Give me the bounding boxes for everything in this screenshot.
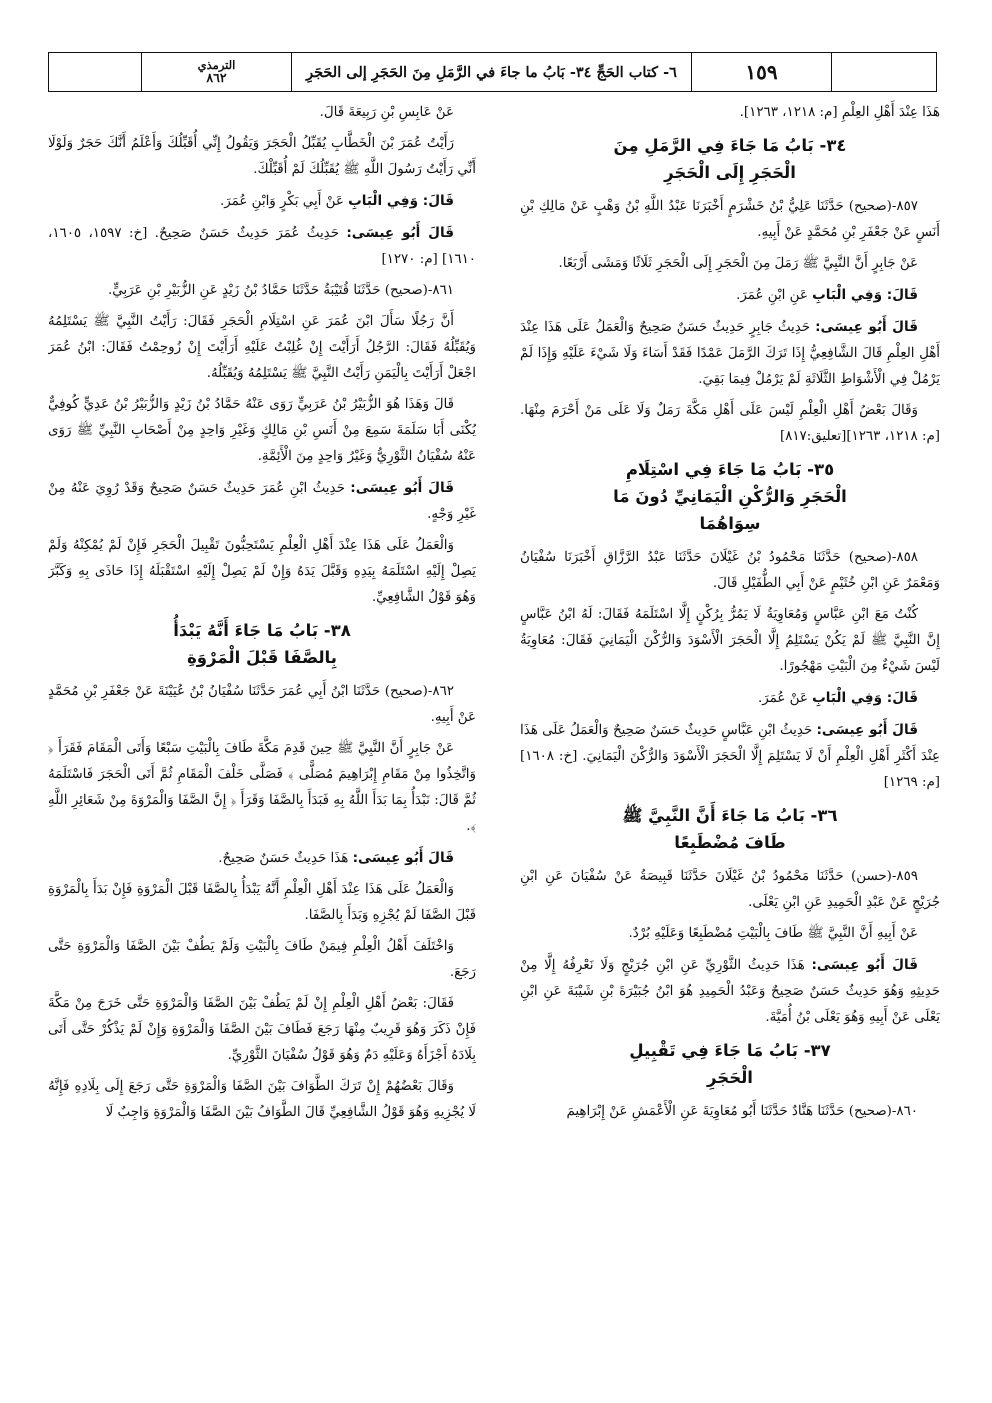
note-label: قَالَ: وَفِي الْبَابِ (812, 287, 918, 303)
reference-source: الترمذي (197, 58, 236, 73)
note-label: قَالَ أَبُو عِيسَى: (346, 225, 454, 241)
heading-line: ٣٦- بَابُ مَا جَاءَ أَنَّ النَّبِيَّ ﷺ (622, 806, 838, 825)
paragraph: عَنْ عَابِسِ بْنِ رَبِيعَةَ قَالَ. (319, 105, 454, 120)
section-note (520, 282, 940, 309)
heading-line: ٣٨- بَابُ مَا جَاءَ أَنَّهُ يَبْدَأُ (173, 621, 351, 640)
section-note (48, 845, 476, 872)
chapter-heading-38 (48, 617, 476, 671)
header-blank-left (49, 53, 141, 91)
note-text: عَنْ عُمَرَ. (758, 691, 813, 706)
note-label: قَالَ: وَفِي الْبَابِ (348, 193, 454, 209)
reference-number: ٨٦٢ (206, 70, 227, 86)
heading-line: ٣٤- بَابُ مَا جَاءَ فِي الرَّمَلِ مِنَ (613, 136, 847, 155)
paragraph: قَالَ وَهَذَا هُوَ الزُّبَيْرُ بْنُ عَرَبِيٍّ رَوَى عَنْهُ حَمَّادُ بْنُ زَيْدٍ وَالزُّبَيْرُ بْنُ عَدِيٍّ كُوفِيٌّ يُكْنَى أَبَا سَلَمَةَ سَمِعَ مِنْ أَنَسِ بْنِ مَالِكٍ وَغَيْرِ وَاحِدٍ مِنْ أَصْحَابِ النَّبِيِّ ﷺ رَوَى عَنْهُ سُفْيَانُ الثَّوْرِيُّ وَغَيْرُ وَاحِدٍ مِنَ الْأَئِمَّةِ. (48, 397, 476, 464)
note-text: حَدِيثُ عُمَرَ حَدِيثٌ حَسَنٌ صَحِيحٌ. [خ: ١٥٩٧، ١٦٠٥، ١٦١٠] [م: ١٢٧٠] (48, 226, 476, 267)
heading-line: الْحَجَرِ إِلَى الْحَجَرِ (664, 163, 796, 182)
chapter-heading-35 (520, 456, 940, 537)
note-text: عَنِ ابْنِ عُمَرَ. (736, 288, 813, 303)
note-label: قَالَ: وَفِي الْبَابِ (812, 690, 918, 706)
hadith-matn: كُنْتُ مَعَ ابْنِ عَبَّاسٍ وَمُعَاوِيَةُ لَا يَمُرُّ بِرُكْنٍ إِلَّا اسْتَلَمَهُ فَقَالَ: لَهُ ابْنُ عَبَّاسٍ إِنَّ النَّبِيَّ ﷺ لَمْ يَكُنْ يَسْتَلِمُ إِلَّا الْحَجَرَ الْأَسْوَدَ وَالرُّكْنَ الْيَمَانِيَ فَقَالَ: مُعَاوِيَةُ لَيْسَ شَيْءٌ مِنَ الْبَيْتِ مَهْجُورًا. (520, 607, 940, 674)
hadith-matn: رَأَيْتُ عُمَرَ بْنَ الْخَطَّابِ يُقَبِّلُ الْحَجَرَ وَيَقُولُ إِنِّي أُقَبِّلُكَ وَأَعْلَمُ أَنَّكَ حَجَرٌ وَلَوْلَا أَنِّي رَأَيْتُ رَسُولَ اللَّهِ ﷺ يُقَبِّلُكَ لَمْ أُقَبِّلْكَ. (48, 136, 476, 177)
hadith-reference (141, 53, 291, 91)
running-title: ٦- كتاب الحَجِّ ٣٤- بَابُ ما جاءَ في الرَّمَلِ مِنَ الحَجَرِ إلى الحَجَرِ (291, 53, 691, 91)
heading-line: ٣٥- بَابُ مَا جَاءَ فِي اسْتِلَامِ (625, 460, 835, 479)
section-note (48, 475, 476, 528)
heading-line: بِالصَّفَا قَبْلَ الْمَرْوَةِ (187, 648, 337, 667)
heading-line: الْحَجَرِ وَالرُّكْنِ الْيَمَانِيِّ دُونَ مَا (613, 487, 847, 506)
heading-line: طَافَ مُضْطَبِعًا (674, 833, 786, 852)
page-number: ١٥٩ (691, 53, 831, 91)
hadith-matn: عَنْ أَبِيهِ أَنَّ النَّبِيَّ ﷺ طَافَ بِالْبَيْتِ مُضْطَبِعًا وَعَلَيْهِ بُرْدٌ. (628, 926, 918, 941)
hadith-isnad: ٨٦٢-(صحيح) حَدَّثَنَا ابْنُ أَبِي عُمَرَ حَدَّثَنَا سُفْيَانُ بْنُ عُيَيْنَةَ عَنْ جَعْفَرِ بْنِ مُحَمَّدٍ عَنْ أَبِيهِ. (48, 684, 476, 725)
left-column (48, 100, 476, 1375)
hadith-isnad: ٨٦١-(صحيح) حَدَّثَنَا قُتَيْبَةُ حَدَّثَنَا حَمَّادُ بْنُ زَيْدٍ عَنِ الزُّبَيْرِ بْنِ عَرَبِيٍّ. (107, 283, 454, 298)
paragraph: وَالْعَمَلُ عَلَى هَذَا عِنْدَ أَهْلِ الْعِلْمِ أَنَّهُ يَبْدَأُ بِالصَّفَا قَبْلَ الْمَرْوَةِ فَإِنْ بَدَأَ بِالْمَرْوَةِ قَبْلَ الصَّفَا لَمْ يُجْزِهِ وَبَدَأَ بِالصَّفَا. (48, 882, 476, 923)
note-text: عَنْ أَبِي بَكْرٍ وَابْنِ عُمَرَ. (220, 194, 349, 209)
hadith-isnad: ٨٦٠-(صحيح) حَدَّثَنَا هَنَّادٌ حَدَّثَنَا أَبُو مُعَاوِيَةَ عَنِ الْأَعْمَشِ عَنْ إِبْرَاهِيمَ (566, 1104, 918, 1119)
running-header (48, 52, 937, 92)
hadith-isnad: ٨٥٧-(صحيح) حَدَّثَنَا عَلِيُّ بْنُ خَشْرَمٍ أَخْبَرَنَا عَبْدُ اللَّهِ بْنُ وَهْبٍ عَنْ مَالِكِ بْنِ أَنَسٍ عَنْ جَعْفَرِ بْنِ مُحَمَّدٍ عَنْ أَبِيهِ. (520, 199, 940, 240)
note-label: قَالَ أَبُو عِيسَى: (811, 957, 918, 973)
section-note (48, 220, 476, 273)
note-text: هَذَا حَدِيثٌ حَسَنٌ صَحِيحٌ. (218, 851, 353, 866)
note-text: حَدِيثُ جَابِرٍ حَدِيثٌ حَسَنٌ صَحِيحٌ وَالْعَمَلُ عَلَى هَذَا عِنْدَ أَهْلِ العِلْمِ قَالَ الشَّافِعِيُّ إِذَا تَرَكَ الرَّمَلَ عَمْدًا فَقَدْ أَسَاءَ وَلَا شَيْءَ عَلَيْهِ وَإِذَا لَمْ يَرْمُلْ فِي الْأَشْوَاطِ الثَّلَاثَةِ لَمْ يَرْمُلْ فِيمَا بَقِيَ. (520, 320, 940, 387)
chapter-heading-37 (520, 1037, 940, 1091)
note-text: هَذَا حَدِيثُ الثَّوْرِيِّ عَنِ ابْنِ جُرَيْجٍ وَلَا نَعْرِفُهُ إِلَّا مِنْ حَدِيثِهِ وَهُوَ حَدِيثٌ حَسَنٌ صَحِيحٌ وَعَبْدُ الْحَمِيدِ هُوَ ابْنُ جُبَيْرَةَ بْنِ شَيْبَةَ عَنِ ابْنِ يَعْلَى عَنْ أَبِيهِ وَهُوَ يَعْلَى بْنُ أُمَيَّةَ. (520, 958, 940, 1025)
section-note (48, 188, 476, 215)
note-label: قَالَ أَبُو عِيسَى: (816, 722, 918, 738)
paragraph: وَقَالَ بَعْضُ أَهْلِ الْعِلْمِ لَيْسَ عَلَى أَهْلِ مَكَّةَ رَمَلٌ وَلَا عَلَى مَنْ أَحْرَمَ مِنْهَا. [م: ١٢١٨، ١٢٦٣][تعليق:٨١٧] (520, 403, 940, 444)
note-label: قَالَ أَبُو عِيسَى: (815, 319, 918, 335)
hadith-isnad: ٨٥٨-(صحيح) حَدَّثَنَا مَحْمُودُ بْنُ غَيْلَانَ حَدَّثَنَا عَبْدُ الرَّزَّاقِ أَخْبَرَنَا سُفْيَانُ وَمَعْمَرٌ عَنِ ابْنِ خُثَيْمٍ عَنْ أَبِي الطُّفَيْلِ قَالَ. (520, 550, 940, 591)
note-text: حَدِيثُ ابْنِ عُمَرَ حَدِيثٌ حَسَنٌ صَحِيحٌ وَقَدْ رُوِيَ عَنْهُ مِنْ غَيْرِ وَجْهٍ. (48, 481, 476, 522)
note-text: حَدِيثُ ابْنِ عَبَّاسٍ حَدِيثٌ حَسَنٌ صَحِيحٌ وَالْعَمَلُ عَلَى هَذَا عِنْدَ أَكْثَرِ أَهْلِ الْعِلْمِ أَنْ لَا يَسْتَلِمَ إِلَّا الْحَجَرَ الْأَسْوَدَ وَالرُّكْنَ الْيَمَانِيَ. [خ: ١٦٠٨] [م: ١٢٦٩] (520, 723, 940, 790)
section-note (520, 717, 940, 796)
heading-line: ٣٧- بَابُ مَا جَاءَ فِي تَقْبِيلِ (629, 1041, 831, 1060)
hadith-matn: عَنْ جَابِرٍ أَنَّ النَّبِيَّ ﷺ رَمَلَ مِنَ الْحَجَرِ إِلَى الْحَجَرِ ثَلَاثًا وَمَشَى أَرْبَعًا. (558, 256, 918, 271)
paragraph: فَقَالَ: بَعْضُ أَهْلِ الْعِلْمِ إِنْ لَمْ يَطُفْ بَيْنَ الصَّفَا وَالْمَرْوَةِ حَتَّى خَرَجَ مِنْ مَكَّةَ فَإِنْ ذَكَرَ وَهُوَ قَرِيبٌ مِنْهَا رَجَعَ فَطَافَ بَيْنَ الصَّفَا وَالْمَرْوَةِ وَإِنْ لَمْ يَذْكُرْ حَتَّى أَتَى بِلَادَهُ أَجْزَأَهُ وَعَلَيْهِ دَمٌ وَهُوَ قَوْلُ سُفْيَانَ الثَّوْرِيِّ. (48, 996, 476, 1063)
note-label: قَالَ أَبُو عِيسَى: (350, 480, 454, 496)
heading-line: الْحَجَرِ (707, 1068, 753, 1087)
note-label: قَالَ أَبُو عِيسَى: (352, 850, 454, 866)
header-blank-right (831, 53, 936, 91)
heading-line: سِوَاهُمَا (699, 514, 761, 533)
hadith-matn: أَنَّ رَجُلًا سَأَلَ ابْنَ عُمَرَ عَنِ اسْتِلَامِ الْحَجَرِ فَقَالَ: رَأَيْتُ النَّبِيَّ ﷺ يَسْتَلِمُهُ وَيُقَبِّلُهُ فَقَالَ: الرَّجُلُ أَرَأَيْتَ إِنْ غُلِبْتُ عَلَيْهِ أَرَأَيْتَ إِنْ زُوحِمْتُ فَقَالَ: ابْنُ عُمَرَ اجْعَلْ أَرَأَيْتَ بِالْيَمَنِ رَأَيْتُ النَّبِيَّ ﷺ يَسْتَلِمُهُ وَيُقَبِّلُهُ. (48, 314, 476, 381)
hadith-matn: عَنْ جَابِرٍ أَنَّ النَّبِيَّ ﷺ حِينَ قَدِمَ مَكَّةَ طَافَ بِالْبَيْتِ سَبْعًا وَأَتَى الْمَقَامَ فَقَرَأَ ﴿ وَاتَّخِذُوا مِنْ مَقَامِ إِبْرَاهِيمَ مُصَلًّى ﴾ فَصَلَّى خَلْفَ الْمَقَامِ ثُمَّ أَتَى الْحَجَرَ فَاسْتَلَمَهُ ثُمَّ قَالَ: نَبْدَأُ بِمَا بَدَأَ اللَّهُ بِهِ فَبَدَأَ بِالصَّفَا وَقَرَأَ ﴿ إِنَّ الصَّفَا وَالْمَرْوَةَ مِنْ شَعَائِرِ اللَّهِ ﴾. (48, 741, 476, 834)
paragraph: وَقَالَ بَعْضُهُمْ إِنْ تَرَكَ الطَّوَافَ بَيْنَ الصَّفَا وَالْمَرْوَةِ حَتَّى رَجَعَ إِلَى بِلَادِهِ فَإِنَّهُ لَا يُجْزِيهِ وَهُوَ قَوْلُ الشَّافِعِيِّ قَالَ الطَّوَافُ بَيْنَ الصَّفَا وَالْمَرْوَةِ وَاجِبٌ لَا (48, 1079, 476, 1120)
right-column (520, 100, 940, 1375)
paragraph: هَذَا عِنْدَ أَهْلِ العِلْمِ [م: ١٢١٨، ١٢٦٣]. (739, 105, 940, 120)
section-note (520, 952, 940, 1031)
chapter-heading-36 (520, 802, 940, 856)
hadith-isnad: ٨٥٩-(حسن) حَدَّثَنَا مَحْمُودُ بْنُ غَيْلَانَ حَدَّثَنَا قَبِيصَةُ عَنْ سُفْيَانَ عَنِ ابْنِ جُرَيْجٍ عَنْ عَبْدِ الْحَمِيدِ عَنِ ابْنِ يَعْلَى. (520, 869, 940, 910)
section-note (520, 685, 940, 712)
section-note (520, 314, 940, 393)
paragraph: وَاخْتَلَفَ أَهْلُ الْعِلْمِ فِيمَنْ طَافَ بِالْبَيْتِ وَلَمْ يَطُفْ بَيْنَ الصَّفَا وَالْمَرْوَةِ حَتَّى رَجَعَ. (48, 939, 476, 980)
chapter-heading-34 (520, 132, 940, 186)
paragraph: وَالْعَمَلُ عَلَى هَذَا عِنْدَ أَهْلِ الْعِلْمِ يَسْتَحِبُّونَ تَقْبِيلَ الْحَجَرِ فَإِنْ لَمْ يُمْكِنْهُ وَلَمْ يَصِلْ إِلَيْهِ اسْتَلَمَهُ بِيَدِهِ وَقَبَّلَ يَدَهُ وَإِنْ لَمْ يَصِلْ إِلَيْهِ اسْتَقْبَلَهُ إِذَا حَاذَى بِهِ وَكَبَّرَ وَهُوَ قَوْلُ الشَّافِعِيِّ. (48, 538, 476, 605)
